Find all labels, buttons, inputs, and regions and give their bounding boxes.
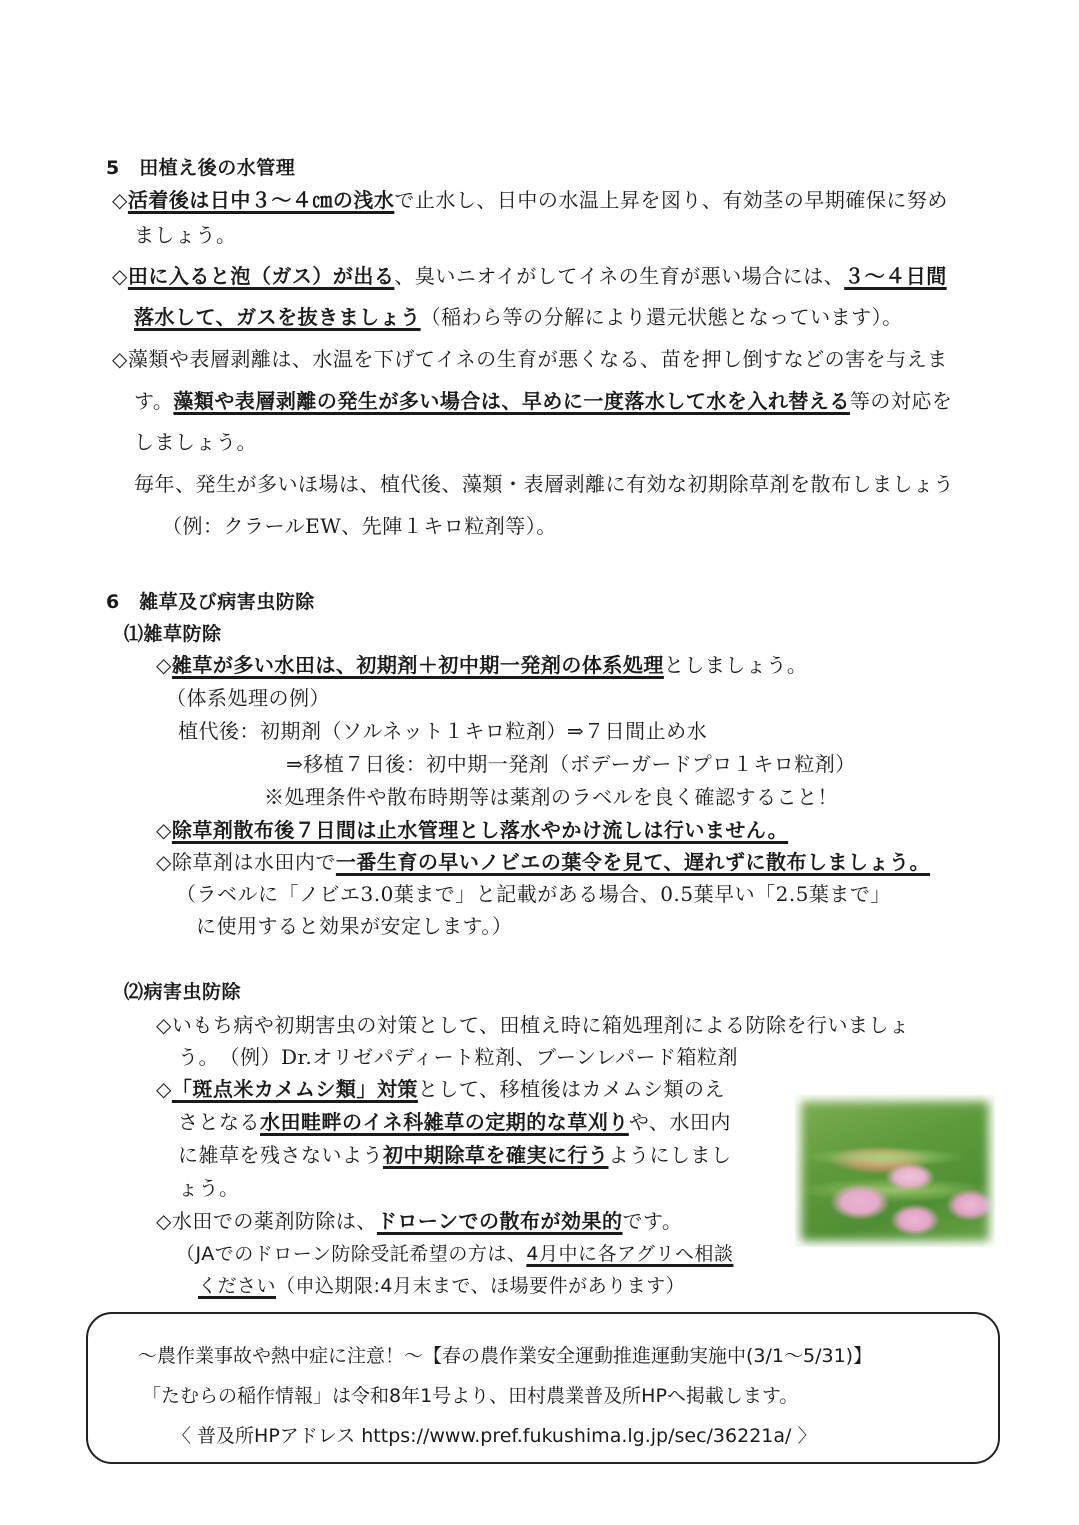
pest-paragraph-2-line3: に雑草を残さないよう初中期除草を確実に行うようにしまし [178, 1143, 732, 1167]
notice-box [86, 1312, 1000, 1464]
example-note: ※処理条件や散布時期等は薬剤のラベルを良く確認すること！ [264, 785, 838, 809]
s5-paragraph-4-example: （例：クラールEW、先陣１キロ粒剤等）。 [162, 514, 557, 538]
stink-bug-photo [795, 1095, 995, 1247]
diamond-bullet: ◇ [156, 653, 172, 677]
example-heading: （体系処理の例） [166, 686, 330, 710]
section-5-heading: 5 田植え後の水管理 [106, 157, 296, 179]
weed-paragraph-2: ◇除草剤散布後７日間は止水管理とし落水やかけ流しは行いません。 [156, 818, 789, 842]
notice-line-2: 「たむらの稲作情報」は令和8年1号より、田村農業普及所HPへ掲載します。 [142, 1385, 799, 1407]
diamond-bullet: ◇ [112, 264, 128, 288]
s5-paragraph-4: 毎年、発生が多いほ場は、植代後、藻類・表層剥離に有効な初期除草剤を散布しましょう [134, 472, 954, 496]
s5-paragraph-3-end: しましょう。 [134, 430, 257, 454]
diamond-bullet: ◇ [156, 850, 172, 874]
s5-paragraph-1-cont: ましょう。 [134, 223, 237, 247]
weed-paragraph-3-note-cont: に使用すると効果が安定します。） [196, 914, 513, 938]
hp-url-link[interactable]: https://www.pref.fukushima.lg.jp/sec/36221a/ [361, 1425, 792, 1447]
pest-paragraph-1: ◇いもち病や初期害虫の対策として、田植え時に箱処理剤による防除を行いましょ [156, 1013, 910, 1037]
pest-paragraph-3: ◇水田での薬剤防除は、ドローンでの散布が効果的です。 [156, 1209, 683, 1233]
pest-paragraph-1-cont: う。 （例）Dr.オリゼパディート粒剤、ブーンレパード箱粒剤 [178, 1045, 739, 1069]
diamond-bullet: ◇ [156, 818, 172, 842]
s5-paragraph-2-cont: 落水して、ガスを抜きましょう（稲わら等の分解により還元状態となっています）。 [134, 305, 903, 329]
pest-paragraph-2: ◇「斑点米カメムシ類」対策として、移植後はカメムシ類のえ [156, 1077, 725, 1101]
weed-paragraph-3-note: （ラベルに「ノビエ3.0葉まで」と記載がある場合、0.5葉早い「2.5葉まで」 [176, 882, 891, 906]
diamond-bullet: ◇ [156, 1209, 172, 1233]
weed-control-heading: ⑴雑草防除 [124, 623, 222, 645]
s5-paragraph-3-cont: す。藻類や表層剥離の発生が多い場合は、早めに一度落水して水を入れ替える等の対応を [134, 389, 953, 413]
example-line-1: 植代後：初期剤（ソルネット１キロ粒剤）⇒７日間止め水 [178, 719, 708, 743]
section-6-heading: 6 雑草及び病害虫防除 [106, 591, 315, 613]
notice-line-3: 〈 普及所HPアドレス https://www.pref.fukushima.lg.jp/sec/36221a/ 〉 [172, 1425, 817, 1447]
example-line-2: ⇒移植７日後：初中期一発剤（ボデーガードプロ１キロ粒剤） [286, 752, 856, 776]
notice-line-1: ～農作業事故や熱中症に注意！～【春の農作業安全運動推進運動実施中(3/1～5/31)】 [138, 1345, 873, 1367]
emphasis-text: 活着後は日中３～４㎝の浅水 [127, 188, 395, 212]
weed-paragraph-1: ◇雑草が多い水田は、初期剤＋初中期一発剤の体系処理としましょう。 [156, 653, 808, 677]
diamond-bullet: ◇ [112, 188, 128, 212]
pest-paragraph-3-note-cont: ください（申込期限:4月末まで、ほ場要件があります） [198, 1275, 686, 1297]
diamond-bullet: ◇ [156, 1077, 172, 1101]
pest-paragraph-3-note: （JAでのドローン防除受託希望の方は、4月中に各アグリへ相談 [176, 1243, 734, 1265]
s5-paragraph-1: ◇活着後は日中３～４㎝の浅水で止水し、日中の水温上昇を図り、有効茎の早期確保に努め [112, 188, 948, 212]
pest-control-heading: ⑵病害虫防除 [124, 981, 242, 1003]
pest-paragraph-2-line2: さとなる水田畦畔のイネ科雑草の定期的な草刈りや、水田内 [178, 1110, 731, 1134]
s5-paragraph-3: ◇藻類や表層剥離は、水温を下げてイネの生育が悪くなる、苗を押し倒すなどの害を与えま [112, 347, 948, 371]
pest-paragraph-2-line4: ょう。 [178, 1176, 240, 1200]
s5-paragraph-2: ◇田に入ると泡（ガス）が出る、臭いニオイがしてイネの生育が悪い場合には、３～４日間 [112, 264, 947, 288]
weed-paragraph-3: ◇除草剤は水田内で一番生育の早いノビエの葉令を見て、遅れずに散布しましょう。 [156, 850, 930, 874]
